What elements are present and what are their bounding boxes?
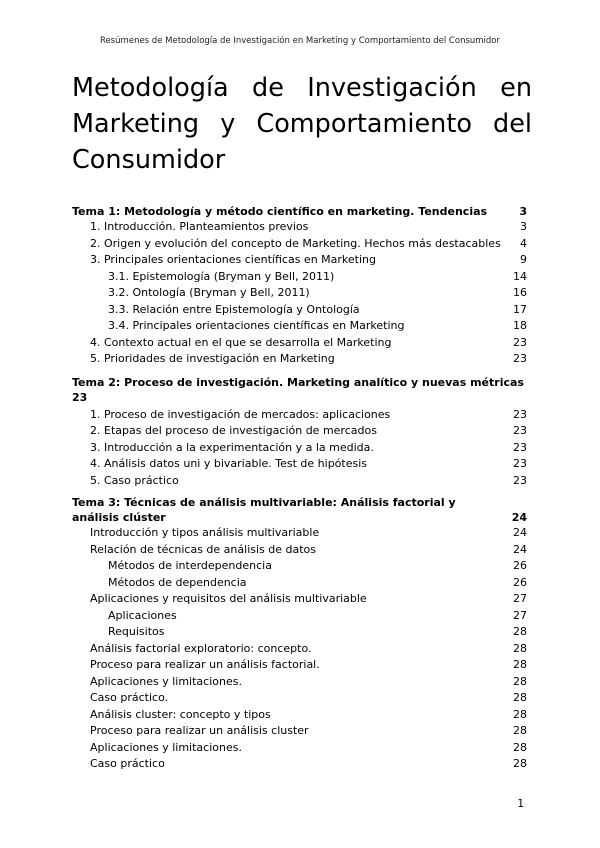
toc-entry-page: 23 [513,335,527,349]
toc-entry-text: Caso práctico [90,757,165,770]
toc-entry-page: 14 [513,269,527,283]
toc-entry-text: Análisis factorial exploratorio: concepto. [90,641,312,655]
page-number: 1 [517,798,524,810]
toc-entry[interactable] [72,335,527,352]
toc-entry-page: 28 [513,707,527,721]
toc-entry[interactable] [72,269,527,286]
toc-entry[interactable] [72,456,527,473]
toc-entry[interactable] [72,236,527,253]
toc-entry-text: 4. Análisis datos uni y bivariable. Test de hipótesis [90,457,368,470]
toc-entry[interactable] [72,252,527,269]
toc-entry[interactable] [72,674,527,691]
toc-section-tema2 [72,375,527,490]
toc-entry-text: Aplicaciones y requisitos del análisis multivariable [90,592,367,605]
toc-entry-page: 23 [513,352,527,365]
toc-entry-text: Relación de técnicas de análisis de datos [90,542,317,556]
toc-entry-text: 5. Prioridades de investigación en Marketing [90,352,335,365]
toc-entry-text: Caso práctico. [90,691,169,704]
toc-entry-text: 3.2. Ontología (Bryman y Bell, 2011) [108,286,310,299]
toc-entry-page: 23 [513,457,527,470]
toc-entry[interactable] [72,575,527,592]
toc-entry[interactable] [72,542,527,559]
toc-heading-label: Tema 1: Metodología y método científico en marketing. Tendencias [72,205,488,218]
toc-entry-text: 3.3. Relación entre Epistemología y Ontología [108,302,360,316]
toc-heading-page: 23 [72,390,88,404]
running-header: Resúmenes de Metodología de Investigación en Marketing y Comportamiento del Consumidor [99,36,501,46]
toc-entry-page: 23 [513,407,527,421]
toc-entry[interactable] [72,690,527,707]
toc-entry-text: Requisitos [108,625,165,638]
toc-heading-tema3[interactable] [72,495,527,525]
toc-entry-page: 4 [520,236,527,250]
toc-entry-text: Aplicaciones [108,608,177,622]
toc-entry-page: 9 [520,253,527,266]
toc-entry-page: 26 [513,559,527,572]
toc-entry-page: 28 [513,757,527,770]
toc-section-tema1 [72,204,527,368]
toc-entry[interactable] [72,525,527,542]
toc-entry-page: 28 [513,658,527,671]
toc-entry-page: 16 [513,286,527,299]
toc-entry[interactable] [72,624,527,641]
toc-entry[interactable] [72,740,527,757]
toc-entry-page: 24 [513,526,527,539]
toc-entry-page: 27 [513,592,527,605]
toc-heading-label: Tema 2: Proceso de investigación. Marketing analítico y nuevas métricas [72,375,524,389]
toc-entry-page: 18 [513,319,527,332]
toc-entry[interactable] [72,302,527,319]
toc-entry-text: 2. Etapas del proceso de investigación de mercados [90,424,377,437]
toc-entry[interactable] [72,473,527,490]
toc-entry-page: 3 [520,220,527,233]
toc-heading-tema1[interactable] [72,204,527,219]
toc-entry-text: 3. Principales orientaciones científicas en Marketing [90,253,376,266]
toc-section-tema3 [72,495,527,773]
toc-entry-page: 27 [513,608,527,622]
document-title: Metodología de Investigación en Marketing y Comportamiento del Consumidor [72,73,532,175]
toc-entry[interactable] [72,723,527,740]
toc-entry-page: 28 [513,740,527,754]
toc-entry-page: 26 [513,575,527,589]
toc-entry-page: 17 [513,302,527,316]
toc-entry-page: 28 [513,724,527,737]
toc-entry-text: Análisis cluster: concepto y tipos [90,707,271,721]
toc-entry-page: 24 [513,542,527,556]
toc-entry[interactable] [72,219,527,236]
toc-entry-text: Introducción y tipos análisis multivariable [90,526,320,539]
toc-entry-text: Proceso para realizar un análisis cluster [90,724,309,737]
toc-entry[interactable] [72,423,527,440]
toc-entry-page: 23 [513,424,527,437]
toc-entry[interactable] [72,707,527,724]
toc-entry-text: 3.1. Epistemología (Bryman y Bell, 2011) [108,269,335,283]
toc-entry[interactable] [72,558,527,575]
toc-entry[interactable] [72,351,527,368]
toc-entry-page: 28 [513,691,527,704]
toc-entry-text: 1. Introducción. Planteamientos previos [90,220,309,233]
toc-entry-page: 28 [513,674,527,688]
toc-entry[interactable] [72,318,527,335]
toc-entry-text: Aplicaciones y limitaciones. [90,740,242,754]
toc-entry[interactable] [72,756,527,773]
toc-heading-label: Tema 3: Técnicas de análisis multivariable: Análisis factorial y análisis clúster [72,496,456,524]
toc-entry[interactable] [72,285,527,302]
toc-entry-page: 28 [513,641,527,655]
toc-entry-text: 3.4. Principales orientaciones científicas en Marketing [108,319,405,332]
toc-entry-page: 23 [513,473,527,487]
toc-entry-text: 2. Origen y evolución del concepto de Marketing. Hechos más destacables [90,236,501,250]
toc-entry[interactable] [72,657,527,674]
toc-entry[interactable] [72,608,527,625]
toc-entry-text: 1. Proceso de investigación de mercados: aplicaciones [90,407,391,421]
toc-entry[interactable] [72,440,527,457]
toc-entry-page: 28 [513,625,527,638]
toc-entry[interactable] [72,641,527,658]
toc-heading-page: 3 [519,205,527,218]
toc-entry-text: Métodos de interdependencia [108,559,272,572]
toc-entry-text: Aplicaciones y limitaciones. [90,674,242,688]
toc-entry-text: 4. Contexto actual en el que se desarrolla el Marketing [90,335,392,349]
toc-entry-text: 5. Caso práctico [90,473,179,487]
toc-entry-text: Métodos de dependencia [108,575,247,589]
table-of-contents [72,204,527,773]
toc-entry-text: Proceso para realizar un análisis factorial. [90,658,320,671]
toc-entry[interactable] [72,407,527,424]
toc-entry-text: 3. Introducción a la experimentación y a la medida. [90,440,374,454]
toc-heading-tema2[interactable] [72,375,527,405]
toc-entry-page: 23 [513,440,527,454]
toc-entry[interactable] [72,591,527,608]
toc-heading-page: 24 [511,511,527,524]
